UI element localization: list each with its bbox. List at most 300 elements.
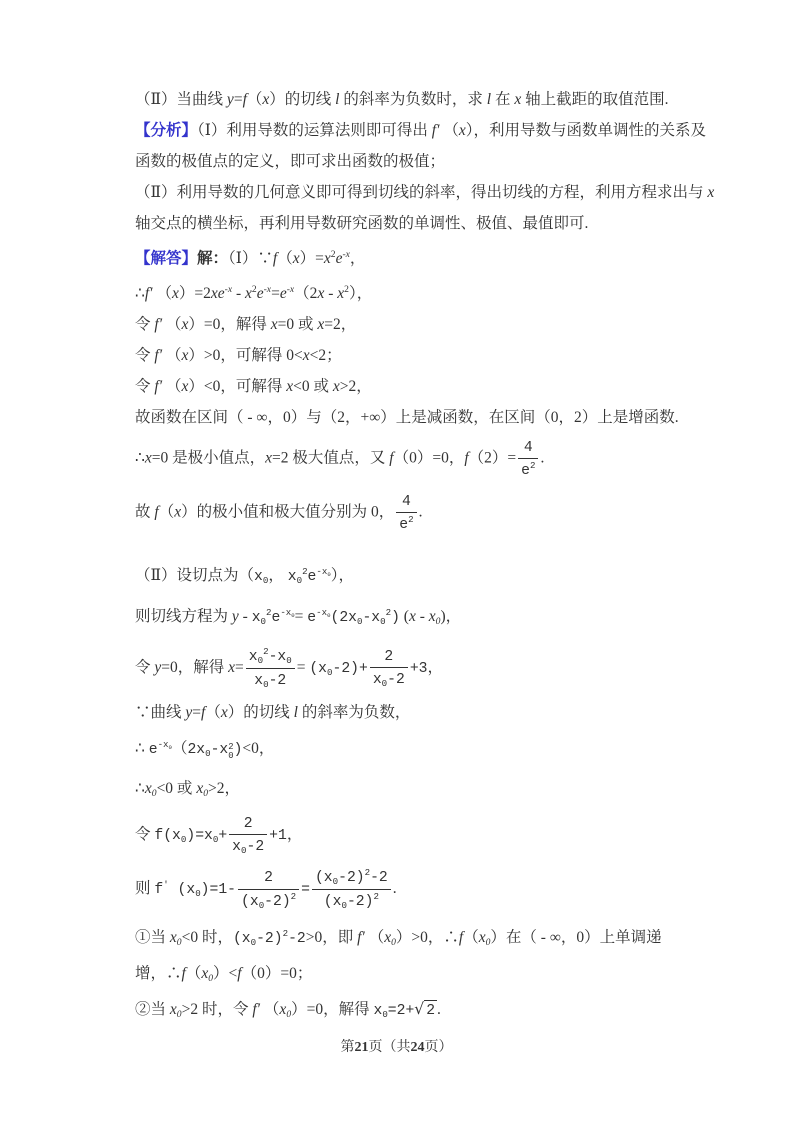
math-var: x	[171, 284, 179, 302]
math-mono: 2	[243, 815, 253, 832]
text: <0 或	[156, 779, 197, 797]
math-var: x	[265, 449, 273, 467]
math-mono: 0	[286, 654, 292, 666]
text: -	[415, 608, 429, 626]
text: 页）	[424, 1040, 453, 1055]
section-label: 【分析】	[135, 122, 198, 139]
math-var: f	[389, 449, 394, 467]
document-line	[135, 560, 695, 592]
math-var: x	[181, 346, 189, 364]
text: -	[324, 284, 338, 302]
math-var: f	[201, 703, 206, 721]
text: ）在（ - ∞，0）上单调递	[490, 929, 662, 947]
math-mono: x	[373, 1003, 383, 1020]
math-var: x	[337, 284, 345, 302]
text: （Ⅰ）利用导数的运算法则即可得出	[197, 122, 432, 139]
math-mono: 0	[327, 666, 333, 678]
math-mono: 2	[408, 514, 414, 526]
math-var: x	[384, 929, 392, 947]
math-mono: +1	[269, 827, 287, 844]
math-var: 0	[208, 973, 214, 985]
math-mono: -x	[362, 610, 381, 627]
text: 令	[135, 825, 155, 843]
denominator	[246, 669, 295, 691]
denominator	[518, 459, 538, 480]
text: =0 是极小值点，	[151, 449, 266, 467]
math-var: x	[478, 929, 486, 947]
text: -	[263, 283, 267, 295]
document-line	[135, 243, 695, 270]
math-mono: (x	[323, 894, 342, 911]
text: （	[158, 503, 175, 521]
text: =	[235, 658, 244, 676]
text: ，	[268, 567, 288, 585]
math-mono: -x	[157, 738, 169, 750]
document-line	[135, 777, 695, 805]
numerator	[370, 646, 408, 668]
math-var: 0	[485, 937, 491, 949]
text: （0）=0，	[393, 449, 465, 467]
text: ①当	[135, 929, 170, 947]
math-var: f	[458, 929, 464, 947]
superscript	[264, 284, 271, 295]
math-var: 0	[203, 787, 208, 799]
fraction	[396, 491, 416, 535]
numerator	[312, 867, 391, 890]
text: -	[342, 249, 346, 260]
math-mono: -2)	[346, 894, 374, 911]
radical-sign-icon: √	[414, 1000, 425, 1019]
math-var: 0	[391, 937, 396, 949]
document-line	[135, 119, 707, 142]
fraction	[238, 867, 299, 911]
math-var: f′	[154, 377, 163, 395]
math-var: f	[237, 965, 242, 983]
text: （	[205, 703, 221, 721]
text: ②当	[135, 1001, 170, 1019]
denominator	[370, 668, 408, 690]
text: ）=0，解得	[188, 315, 271, 333]
text: 在	[491, 91, 515, 108]
denominator	[238, 890, 299, 912]
text: （Ⅱ）设切点为（	[135, 567, 255, 585]
text: ），利用导数与函数单调性的关系及	[465, 122, 707, 139]
math-var: 0	[435, 616, 441, 628]
math-mono: x	[232, 839, 242, 856]
document-body	[135, 88, 715, 1034]
document-line	[135, 88, 695, 111]
text: （	[463, 929, 479, 947]
math-mono: 0	[168, 743, 172, 751]
text: ）=2	[178, 284, 211, 302]
text: ），	[348, 284, 373, 302]
math-mono: e	[148, 741, 158, 758]
document-line	[135, 998, 695, 1026]
fraction	[370, 646, 408, 690]
bold-text: 24	[410, 1040, 425, 1055]
math-mono: 0	[296, 575, 303, 587]
text: （	[277, 249, 293, 267]
text: 轴上截距的取值范围.	[521, 91, 669, 108]
math-mono: e	[399, 517, 409, 534]
math-mono: 0	[205, 747, 211, 759]
document-line	[135, 181, 715, 204]
superscript	[158, 739, 172, 750]
math-mono: =	[301, 882, 310, 899]
math-var: x	[323, 249, 331, 267]
math-var: x	[270, 315, 278, 333]
document-line	[135, 732, 695, 767]
numerator	[238, 867, 299, 889]
math-mono: f(x	[154, 827, 181, 844]
document-line	[135, 437, 695, 481]
math-var: 0	[176, 937, 182, 949]
math-mono: 0	[260, 616, 267, 628]
text: ），	[330, 567, 354, 585]
text: 的斜率为负数，	[297, 703, 411, 721]
fraction	[312, 867, 391, 912]
text: =	[296, 658, 310, 676]
math-var: e	[256, 284, 264, 302]
math-var: x	[302, 346, 310, 364]
text: （0）=0；	[241, 965, 313, 983]
superscript	[316, 607, 330, 618]
math-mono: e	[307, 569, 317, 586]
document-line	[135, 406, 695, 429]
math-var: x	[144, 779, 152, 797]
math-var: x	[408, 608, 416, 626]
section-label: 【解答】	[135, 249, 198, 267]
document-line	[135, 375, 695, 398]
math-var: x	[262, 91, 270, 108]
math-mono: (2x	[330, 610, 357, 627]
math-var: f′	[357, 929, 365, 947]
math-var: y	[226, 91, 234, 108]
text: （	[162, 315, 182, 333]
math-var: x	[345, 249, 350, 260]
math-var: 0	[151, 787, 157, 799]
math-var: f	[242, 91, 247, 108]
document-line	[135, 344, 695, 367]
text: -	[238, 608, 252, 626]
math-mono: -2)	[264, 893, 291, 910]
math-mono: -2)	[256, 931, 283, 948]
superscript	[342, 249, 349, 260]
text: 令	[135, 315, 155, 333]
math-mono: -x	[280, 607, 292, 619]
text: 2	[344, 283, 349, 295]
bold-text: 21	[354, 1040, 369, 1055]
text: ）>0，可解得 0<	[188, 346, 303, 364]
text: =0，解得	[161, 658, 229, 676]
numerator	[396, 491, 416, 513]
math-var: x	[332, 377, 340, 395]
text: ）的极小值和极大值分别为 0，	[181, 503, 395, 521]
math-var: x	[266, 283, 272, 295]
math-mono: 0	[257, 654, 264, 666]
math-mono: 0	[212, 833, 219, 845]
text: ）<0，可解得	[188, 377, 287, 395]
text: -	[224, 283, 228, 295]
text: 令	[135, 346, 155, 364]
superscript	[316, 566, 330, 577]
math-mono: 0	[381, 678, 388, 690]
superscript	[408, 514, 413, 525]
math-var: x	[201, 965, 209, 983]
text: <0 或	[293, 377, 333, 395]
text: ）>0，∴	[395, 929, 459, 947]
text: （	[152, 284, 172, 302]
denominator	[229, 835, 267, 857]
text: >0，即	[305, 929, 358, 947]
superscript	[291, 891, 296, 902]
text: 第	[340, 1040, 355, 1055]
math-var: x	[317, 284, 325, 302]
numerator	[518, 437, 538, 459]
math-mono: -2	[387, 672, 405, 689]
math-mono: x	[251, 610, 261, 627]
math-mono: -2)+	[332, 660, 368, 677]
text: （Ⅰ）∵	[228, 249, 273, 267]
text: ）=0，解得	[291, 1001, 374, 1019]
math-mono: 2x	[187, 741, 206, 758]
math-mono: (x	[314, 870, 333, 887]
math-var: x	[514, 91, 522, 108]
text: .	[418, 503, 423, 521]
math-mono: 0	[180, 833, 187, 845]
math-mono: 2	[530, 460, 536, 472]
math-var: x	[174, 503, 182, 521]
text: （	[246, 91, 263, 108]
text: =2，	[324, 315, 357, 333]
text: )，	[440, 608, 462, 626]
document-line	[135, 813, 695, 857]
math-mono: 0	[380, 616, 386, 628]
text: （	[364, 929, 385, 947]
math-mono: 2	[302, 566, 308, 578]
math-mono: 0	[356, 616, 363, 628]
text: 2	[330, 249, 336, 260]
math-mono: 0	[250, 937, 257, 949]
math-var: f′	[144, 284, 153, 302]
math-mono: 2	[384, 648, 394, 665]
math-mono: (x	[241, 893, 259, 910]
math-var: x	[227, 283, 233, 295]
text: 页（共	[368, 1040, 411, 1055]
math-var: x	[144, 449, 152, 467]
text: （	[185, 965, 202, 983]
text: =0 或	[277, 315, 318, 333]
text: =2 极大值点，又	[272, 449, 390, 467]
math-mono: -x	[210, 741, 229, 758]
text: <0，	[242, 739, 275, 757]
math-var: x	[220, 703, 228, 721]
text: 函数的极值点的定义，即可求出函数的极值；	[135, 153, 446, 170]
math-var: f	[464, 449, 469, 467]
math-var: f	[181, 965, 186, 983]
document-line	[135, 150, 695, 173]
math-mono: (x	[232, 931, 251, 948]
document-line	[135, 278, 695, 305]
math-var: x	[169, 1001, 177, 1019]
math-var: f′	[431, 122, 440, 139]
math-var: l	[335, 91, 340, 108]
text: ）=	[299, 249, 324, 267]
math-var: x	[279, 1001, 287, 1019]
math-var: x	[292, 249, 300, 267]
text: ）的切线	[227, 703, 294, 721]
math-mono: )	[233, 741, 243, 758]
math-mono: 4	[523, 439, 533, 456]
math-mono: 0	[263, 678, 269, 690]
document-line	[135, 646, 695, 691]
math-mono: -x	[316, 607, 328, 619]
math-var: x	[458, 122, 466, 139]
text: 轴交点的横坐标，再利用导数研究函数的单调性、极值、最值即可.	[135, 215, 589, 232]
superscript	[225, 284, 232, 295]
text: 则切线方程为	[135, 608, 232, 626]
text: .	[540, 449, 545, 467]
denominator	[396, 513, 416, 534]
math-var: x	[317, 315, 325, 333]
text: （	[260, 1001, 280, 1019]
math-mono: (x	[309, 660, 328, 677]
text: ，	[286, 825, 303, 843]
math-mono: -x	[268, 648, 287, 665]
math-var: l	[486, 91, 492, 108]
document-line	[135, 701, 695, 724]
text: （Ⅱ）利用导数的几何意义即可得到切线的斜率，得出切线的方程，利用方程求出与	[135, 184, 708, 201]
text: （2）=	[468, 449, 517, 467]
text: =	[294, 608, 308, 626]
math-mono: 2	[228, 741, 234, 752]
text: 2	[251, 283, 257, 295]
math-mono: 0	[291, 612, 295, 620]
text: （	[171, 739, 188, 757]
text: （	[162, 346, 182, 364]
math-mono: e	[307, 610, 317, 627]
math-mono: 2	[266, 607, 272, 619]
numerator	[246, 646, 295, 669]
superscript	[280, 607, 294, 618]
math-var: e	[335, 249, 343, 267]
text: （Ⅱ）当曲线	[135, 91, 227, 108]
text: （	[439, 122, 459, 139]
document-line	[135, 600, 695, 635]
math-mono: 0	[332, 876, 339, 888]
bold-text: 解：	[197, 249, 229, 267]
math-mono: 0	[241, 845, 247, 857]
math-var: x	[245, 284, 252, 302]
math-mono: -2	[268, 672, 287, 689]
math-var: x	[181, 377, 189, 395]
math-mono: =2+	[387, 1003, 415, 1020]
math-mono: x	[372, 672, 382, 689]
denominator	[312, 890, 391, 912]
math-mono: (x	[168, 882, 196, 899]
math-var: x	[181, 315, 189, 333]
math-mono: f	[154, 882, 164, 899]
math-mono: x	[248, 648, 258, 665]
text: 令	[135, 658, 155, 676]
text: 则	[135, 880, 155, 898]
text: ，	[349, 249, 366, 267]
superscript	[530, 460, 535, 471]
document-line	[135, 922, 695, 954]
square-root	[414, 998, 437, 1023]
math-var: f	[272, 249, 278, 267]
document-line	[135, 212, 695, 235]
fraction	[246, 646, 295, 691]
math-mono: 0	[327, 571, 331, 579]
math-var: x	[196, 779, 204, 797]
math-var: x	[228, 658, 236, 676]
document-line	[135, 962, 695, 990]
math-mono: -2	[288, 931, 306, 948]
math-mono: 2	[290, 890, 297, 902]
text: >2，	[339, 377, 372, 395]
math-mono: )=1-	[200, 882, 237, 899]
text: ∴	[135, 739, 149, 757]
math-mono: )	[391, 610, 400, 627]
text: =	[192, 703, 202, 721]
text: ，	[427, 658, 443, 676]
text: =	[233, 91, 243, 108]
math-var: x	[289, 283, 295, 295]
superscript	[373, 891, 378, 902]
text: 增，∴	[135, 965, 182, 983]
math-var: x	[286, 377, 294, 395]
text: ∴	[135, 449, 145, 467]
math-mono: -2)	[338, 870, 365, 887]
radicand	[424, 1000, 437, 1018]
numerator	[229, 813, 267, 835]
math-mono: )=x	[186, 827, 213, 844]
math-var: x	[428, 608, 436, 626]
math-var: f′	[154, 346, 163, 364]
text: -	[232, 284, 246, 302]
math-var: 0	[176, 1009, 182, 1021]
math-mono: +3	[409, 660, 428, 677]
math-mono: 0	[195, 888, 201, 900]
math-var: f′	[252, 1001, 261, 1019]
math-mono: +	[218, 827, 228, 844]
math-var: xe	[210, 284, 225, 302]
document-line	[135, 313, 695, 336]
math-mono: 4	[401, 493, 411, 510]
text: ∴	[135, 779, 145, 797]
math-mono: 2	[373, 891, 379, 903]
text: 故函数在区间（ - ∞，0）与（2，+∞）上是减函数，在区间（0，2）上是增函数.	[135, 408, 679, 426]
math-mono: 2	[282, 928, 289, 940]
math-mono: e	[271, 610, 281, 627]
text: 故	[135, 503, 155, 521]
text: 的斜率为负数时，求	[339, 91, 487, 108]
math-mono: x	[254, 672, 264, 689]
text: ）<	[213, 965, 238, 983]
document-line	[135, 867, 695, 912]
math-mono: -2	[246, 839, 265, 856]
math-var: l	[293, 703, 298, 721]
math-mono: e	[521, 463, 530, 480]
text: 令	[135, 377, 155, 395]
math-mono: 2	[263, 645, 269, 657]
text: （	[162, 377, 182, 395]
math-mono: 0	[327, 612, 331, 620]
document-line	[135, 491, 695, 535]
math-var: f	[154, 503, 159, 521]
math-mono: 2	[264, 870, 273, 887]
